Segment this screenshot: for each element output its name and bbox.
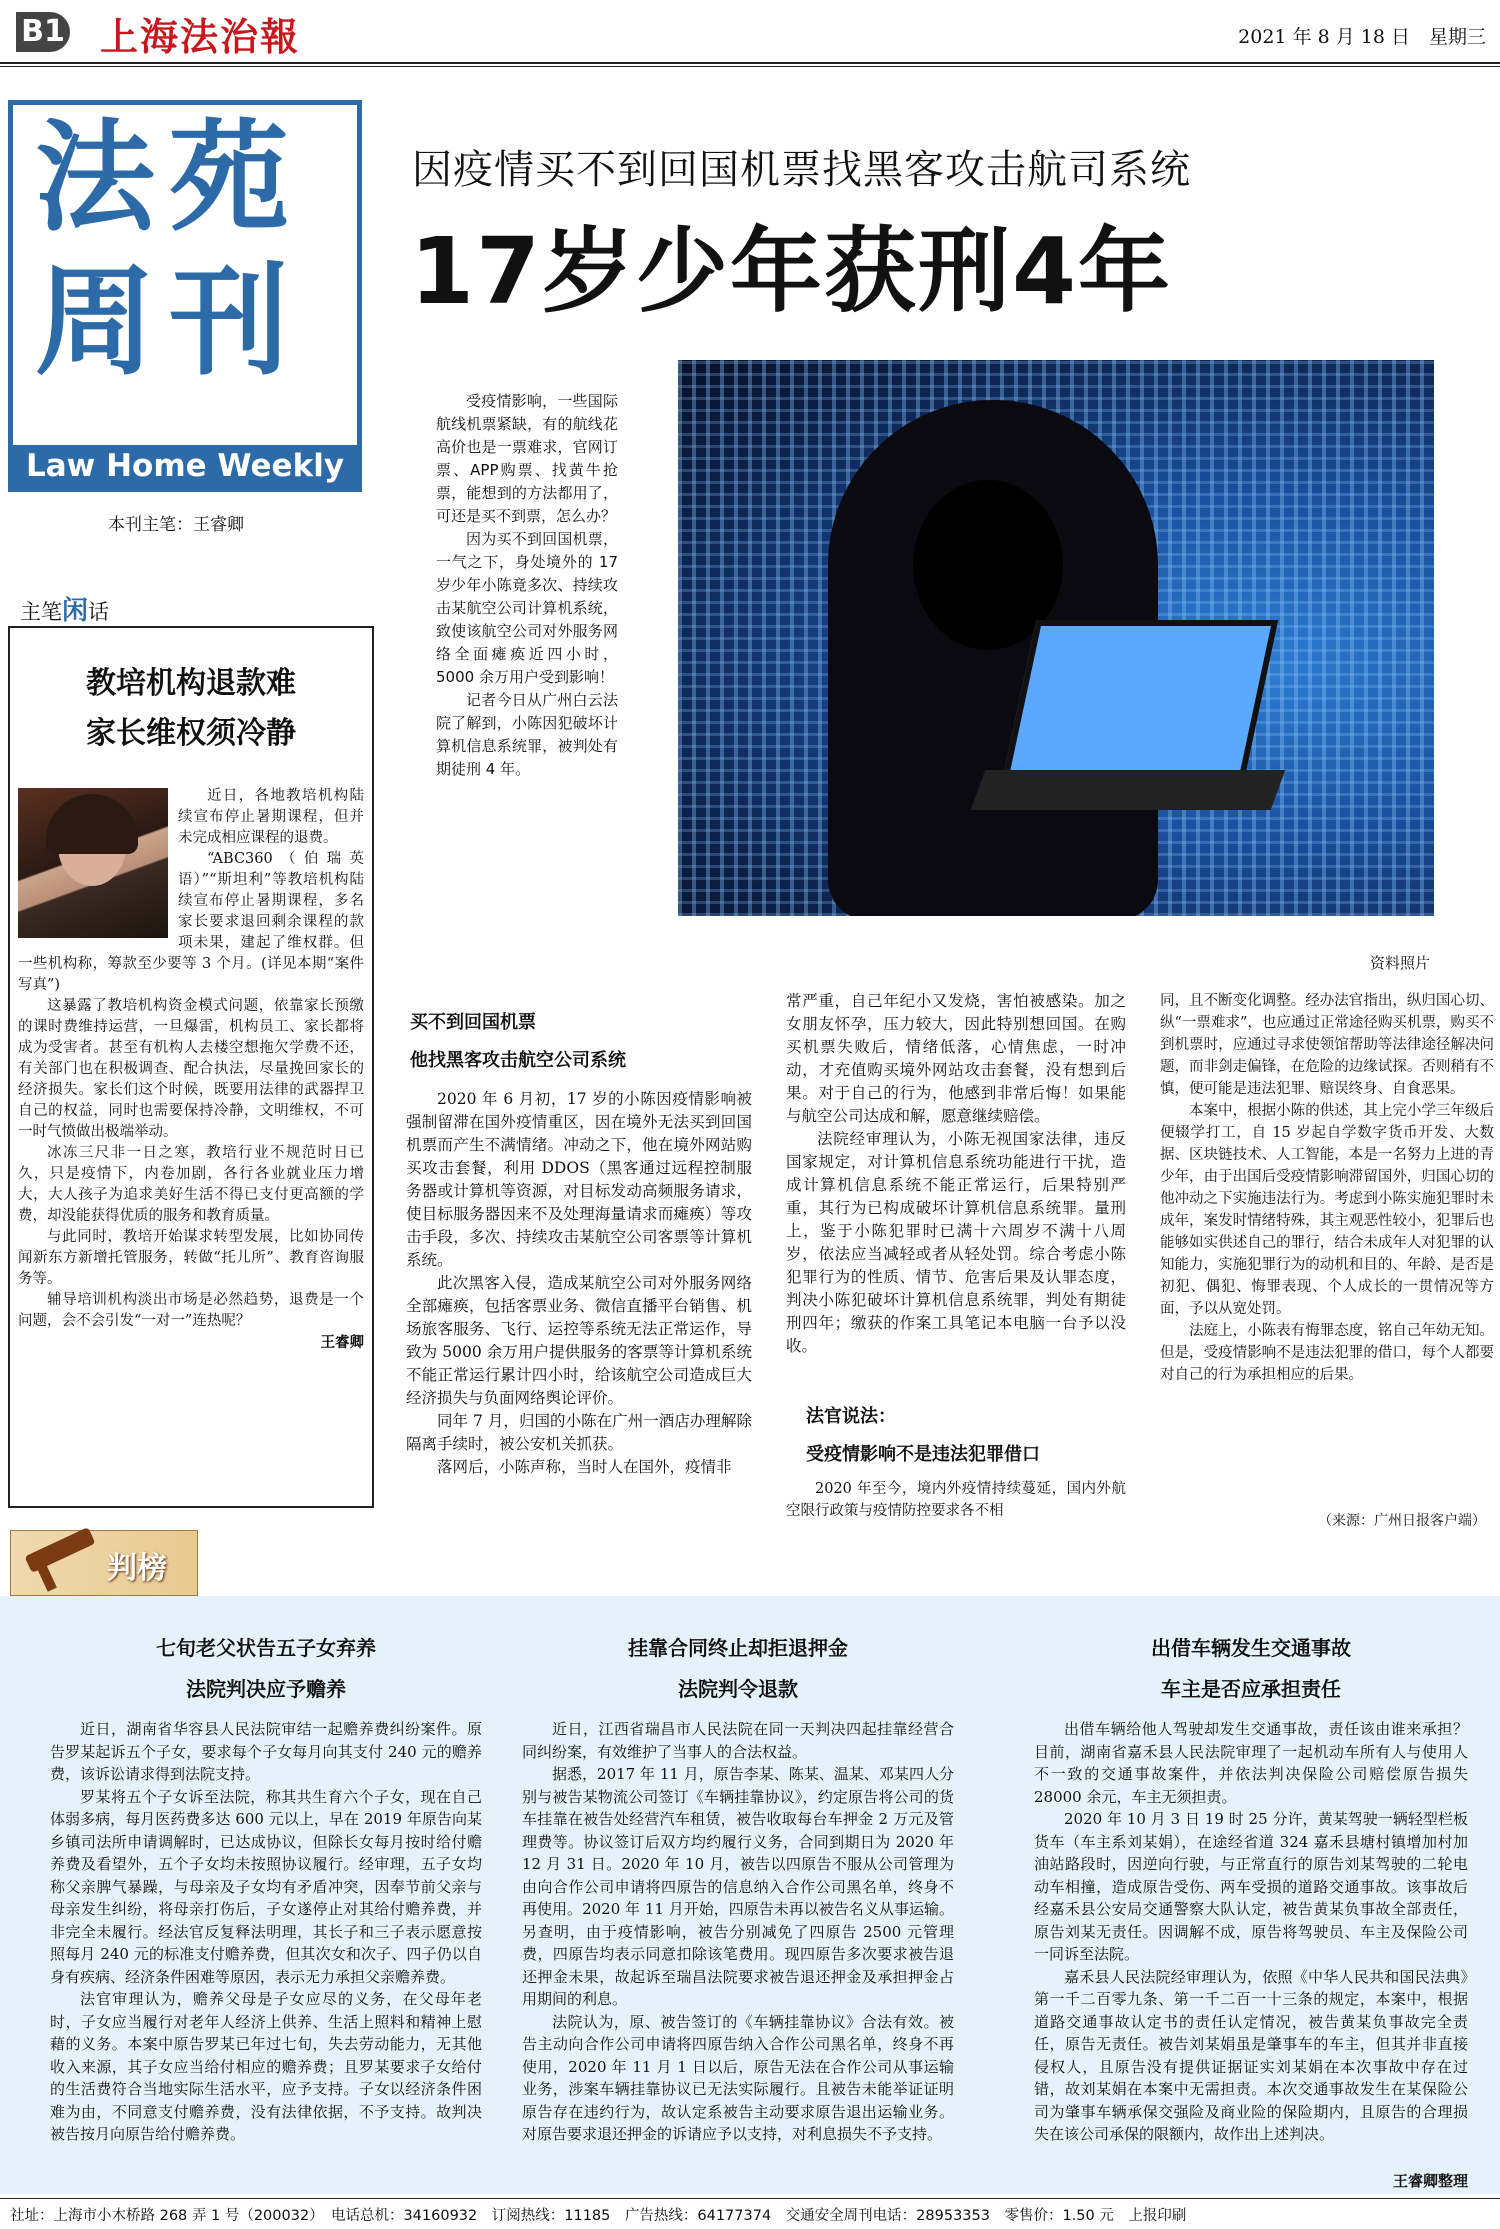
page-header <box>0 0 1500 60</box>
verdicts-label: 判榜 <box>107 1551 167 1586</box>
verdict-paragraph: 罗某将五个子女诉至法院，称其共生育六个子女，现在自己体弱多病，每月医药费多达 600 元以上，早在 2019 年原告向某乡镇司法所申请调解时，已达成协议，但除长女每月按时给付赡养费及看望外，五个子女均未按照协议履行。经审理，五子女均称父亲脾气暴躁，与母亲及子女均有矛盾冲突，因奉节前父亲与母亲发生纠纷，将母亲打伤后，子女遂停止对其给付赡养费，并非完全未履行。经法官反复释法明理，其长子和三子表示愿意按照每月 240 元的标准支付赡养费，但其次女和次子、四子仍以自身有疾病、经济条件困难等原因，表示无力承担父亲赡养费。 <box>50 1787 482 1986</box>
laptop-shape <box>1000 620 1279 792</box>
masthead-title-line2: 周刊 <box>35 253 303 392</box>
verdict-paragraph: 嘉禾县人民法院经审理认为，依照《中华人民共和国民法典》第一千二百零九条、第一千二百一十三条的规定，本案中，根据道路交通事故认定书的责任认定情况，被告黄某负事故完全责任，原告无责任。被告刘某娟虽是肇事车的车主，但其并非直接侵权人，且原告没有提供证据证实刘某娟在本次事故中存在过错，故刘某娟在本案中无需担责。本次交通事故发生在某保险公司为肇事车辆承保交强险及商业险的保险期内，且原告的合理损失在该公司承保的限额内，故作出上述判决。 <box>1034 1967 1468 2143</box>
weekly-masthead <box>8 100 362 492</box>
masthead-title-line1: 法苑 <box>35 109 303 248</box>
masthead-english: Law Home Weekly <box>13 445 357 487</box>
article-paragraph: 法庭上，小陈表有悔罪态度，铭自己年幼无知。但是，受疫情影响不是违法犯罪的借口，每个人都要对自己的行为承担相应的后果。 <box>1160 1323 1494 1383</box>
article-paragraph: 同，且不断变化调整。经办法官指出，纵归国心切、纵“一票难求”，也应通过正常途径购买机票，购买不到机票时，应通过寻求使领馆帮助等法律途径解决问题，而非剑走偏锋，在危险的边缘试探。否则稍有不慎，便可能是违法犯罪、赔误终身、自食恶果。 <box>1160 993 1494 1097</box>
lead-headline: 17岁少年获刑4年 <box>410 218 1173 325</box>
column-paragraph: 与此同时，教培开始谋求转型发展，比如协同传闻新东方新增托管服务，转做“托儿所”、教育咨询服务等。 <box>18 1229 364 1287</box>
column-body <box>18 786 364 1496</box>
verdict-body <box>1034 1718 1468 2194</box>
article-paragraph: 落网后，小陈声称，当时人在国外，疫情非 <box>437 1458 732 1476</box>
article-col-2 <box>786 990 1126 1378</box>
article-col-2b <box>786 1478 1126 1522</box>
column-author: 王睿卿 <box>320 1334 364 1351</box>
verdicts-area <box>0 1596 1500 2194</box>
article-source: （来源：广州日报客户端） <box>1318 1513 1486 1529</box>
verdict-title-2: 法院判令退款 <box>678 1677 798 1701</box>
column-headline-1: 教培机构退款难 <box>86 666 296 701</box>
verdict-item <box>522 1632 954 2194</box>
verdict-body <box>522 1718 954 2194</box>
footer-info: 社址：上海市小木桥路 268 弄 1 号（200032） 电话总机：34160932 订阅热线：11185 广告热线：64177374 交通安全周刊电话：28953353 零售价：1.50 元 上报印刷 <box>10 2208 1187 2224</box>
hacker-photo <box>678 360 1434 916</box>
verdict-title-1: 七旬老父状告五子女弃养 <box>156 1636 376 1660</box>
verdict-title-1: 挂靠合同终止却拒退押金 <box>628 1636 848 1660</box>
article-subhead-1b: 他找黑客攻击航空公司系统 <box>410 1050 626 1071</box>
article-subhead-2b: 受疫情影响不是违法犯罪借口 <box>806 1444 1040 1465</box>
verdict-paragraph: 近日，湖南省华容县人民法院审结一起赡养费纠纷案件。原告罗某起诉五个子女，要求每个子女每月向其支付 240 元的赡养费，该诉讼请求得到法院支持。 <box>50 1720 482 1783</box>
article-col-1 <box>406 1088 752 1526</box>
column-label-mid: 闲 <box>62 596 89 626</box>
article-subhead-2a: 法官说法： <box>806 1406 896 1427</box>
verdict-body <box>50 1718 482 2194</box>
verdict-title-2: 法院判决应予赡养 <box>186 1677 346 1701</box>
lead-intro <box>436 390 618 781</box>
newspaper-name: 上海法治報 <box>100 14 301 59</box>
verdict-paragraph: 出借车辆给他人驾驶却发生交通事故，责任该由谁来承担？目前，湖南省嘉禾县人民法院审理了一起机动车所有人与使用人不一致的交通事故案件，并依法判决保险公司赔偿原告损失 28000 余元，车主无须担责。 <box>1034 1720 1468 1806</box>
photo-credit: 资料照片 <box>1370 954 1431 972</box>
article-paragraph: 2020 年 6 月初，17 岁的小陈因疫情影响被强制留滞在国外疫情重区，因在境外无法买到回国机票而产生不满情绪。冲动之下，他在境外网站购买攻击套餐，利用 DDOS（黑客通过远程控制服务器或计算机等资源，对目标发动高频服务请求，使目标服务器因来不及处理海量请求而瘫痪）等攻击手段，多次、持续攻击某航空公司客票等计算机系统。 <box>406 1090 752 1269</box>
verdict-paragraph: 2020 年 10 月 3 日 19 时 25 分许，黄某驾驶一辆轻型栏板货车（车主系刘某娟），在途经省道 324 嘉禾县塘村镇增加村加油站路段时，因逆向行驶，与正常直行的原告刘某驾驶的二轮电动车相撞，造成原告受伤、两车受损的道路交通事故。该事故后经嘉禾县公安局交通警察大队认定，被告黄某负事故全部责任，原告刘某无责任。因调解不成，原告将驾驶员、车主及保险公司一同诉至法院。 <box>1034 1810 1468 1963</box>
masthead-editor: 本刊主笔：王睿卿 <box>108 515 244 535</box>
verdict-paragraph: 法官审理认为，赡养父母是子女应尽的义务，在父母年老时，子女应当履行对老年人经济上供养、生活上照料和精神上慰藉的义务。本案中原告罗某已年过七旬，失去劳动能力，无其他收入来源，其子女应当给付相应的赡养费；且罗某要求子女给付的生活费符合当地实际生活水平，应予支持。子女以经济条件困难为由，不同意支付赡养费，没有法律依据，不予支持。故判决被告按月向原告给付赡养费。 <box>50 1990 482 2143</box>
verdict-title-2: 车主是否应承担责任 <box>1161 1677 1341 1701</box>
verdict-item <box>50 1632 482 2194</box>
verdict-title-1: 出借车辆发生交通事故 <box>1151 1636 1351 1660</box>
column-paragraph: “ABC360（伯瑞英语）”“斯坦利”等教培机构陆续宣布停止暑期课程，多名家长要求退回剩余课程的款项未果，建起了维权群。但一些机构称，筹款至少要等 3 个月。(详见本期“案件写真”) <box>18 851 364 993</box>
verdicts-label-box <box>10 1530 198 1596</box>
article-subhead-1a: 买不到回国机票 <box>410 1012 536 1033</box>
column-paragraph: 辅导培训机构淡出市场是必然趋势，退费是一个问题，会不会引发“一对一”连热呢？ <box>18 1292 364 1329</box>
page-number: B1 <box>16 12 70 52</box>
column-headline-2: 家长维权须冷静 <box>86 716 296 751</box>
article-col-3 <box>1160 990 1494 1510</box>
verdict-paragraph: 据悉，2017 年 11 月，原告李某、陈某、温某、邓某四人分别与被告某物流公司签订《车辆挂靠协议》，约定原告将公司的货车挂靠在被告处经营汽车租赁，被告收取每台车押金 2 万元及管理费等。协议签订后双方均约履行义务，合同到期日为 2020 年 12 月 31 日。2020 年 10 月，被告以四原告不服从公司管理为由向合作公司申请将四原告的信息纳入合作公司黑名单，终身不再使用。2020 年 11 月开始，四原告未再以被告名义从事运输。另查明，由于疫情影响，被告分别减免了四原告 2500 元管理费，四原告均表示同意扣除该笔费用。现四原告多次要求被告退还押金未果，故起诉至瑞昌法院要求被告退还押金及承担押金占用期间的利息。 <box>522 1765 954 2008</box>
lead-intro-paragraph: 记者今日从广州白云法院了解到，小陈因犯破坏计算机信息系统罪，被判处有期徒刑 4 年。 <box>436 691 618 778</box>
verdict-author: 王睿卿整理 <box>1392 2172 1468 2190</box>
column-box <box>8 626 374 1508</box>
article-paragraph: 法院经审理认为，小陈无视国家法律，违反国家规定，对计算机信息系统功能进行干扰，造成计算机信息系统不能正常运行，后果特别严重，其行为已构成破坏计算机信息系统罪。量刑上，鉴于小陈犯罪时已满十六周岁不满十八周岁，依法应当减轻或者从轻处罚。综合考虑小陈犯罪行为的性质、情节、危害后果及认罪态度，判决小陈犯破坏计算机信息系统罪，判处有期徒刑四年；缴获的作案工具笔记本电脑一台予以没收。 <box>786 1130 1126 1355</box>
verdict-item <box>1034 1632 1468 2194</box>
column-paragraph: 冰冻三尺非一日之寒，教培行业不规范时日已久，只是疫情下，内卷加剧，各行各业就业压力增大，大人孩子为追求美好生活不得已支付更高额的学费，却没能获得优质的服务和教育质量。 <box>18 1145 364 1224</box>
verdict-paragraph: 法院认为，原、被告签订的《车辆挂靠协议》合法有效。被告主动向合作公司申请将四原告纳入合作公司黑名单，终身不再使用，2020 年 11 月 1 日以后，原告无法在合作公司从事运输业务，涉案车辆挂靠协议已无法实际履行。且被告未能举证证明原告存在违约行为，故认定系被告主动要求原告退出运输业务。对原告要求退还押金的诉请应予以支持，对利息损失不予支持。 <box>522 2012 954 2143</box>
issue-date: 2021 年 8 月 18 日 星期三 <box>1238 26 1486 48</box>
column-paragraph: 这暴露了教培机构资金模式问题，依靠家长预缴的课时费维持运营，一旦爆雷，机构员工、家长都将成为受害者。甚至有机构人去楼空想拖欠学费不还，有关部门也在积极调查、配合执法，尽量挽回家长的经济损失。家长们这个时候，既要用法律的武器捍卫自己的权益，同时也需要保持冷静，文明维权，不可一时气愤做出极端举动。 <box>18 998 364 1140</box>
column-label <box>20 590 109 627</box>
article-paragraph: 同年 7 月，归国的小陈在广州一酒店办理解除隔离手续时，被公安机关抓获。 <box>406 1412 752 1453</box>
column-label-pre: 主笔 <box>20 600 62 624</box>
article-paragraph: 2020 年至今，境内外疫情持续蔓延，国内外航空限行政策与疫情防控要求各不相 <box>786 1481 1126 1519</box>
lead-intro-paragraph: 受疫情影响，一些国际航线机票紧缺，有的航线花高价也是一票难求，官网订票、APP购票、找黄牛抢票，能想到的方法都用了，可还是买不到票，怎么办？ <box>436 392 618 525</box>
column-label-post: 话 <box>88 600 110 624</box>
article-paragraph: 此次黑客入侵，造成某航空公司对外服务网络全部瘫痪，包括客票业务、微信直播平台销售、机场旅客服务、飞行、运控等系统无法正常运作，导致为 5000 余万用户提供服务的客票等计算机系统不能正常运行累计四小时，给该航空公司造成巨大经济损失与负面网络舆论评价。 <box>406 1274 752 1407</box>
column-paragraph: 近日，各地教培机构陆续宣布停止暑期课程，但并未完成相应课程的退费。 <box>178 788 364 846</box>
article-paragraph: 本案中，根据小陈的供述，其上完小学三年级后便辍学打工，自 15 岁起自学数字货币开发、大数据、区块链技术、人工智能，本是一名努力上进的青少年，由于出国后受疫情影响滞留国外，归国心切的他冲动之下实施违法行为。考虑到小陈实施犯罪时未成年，案发时情绪特殊，其主观恶性较小，犯罪后也能够如实供述自己的罪行，结合未成年人对犯罪的认知能力，实施犯罪行为的动机和目的、年龄、是否是初犯、偶犯、悔罪表现、个人成长的一贯情况等方面，予以从宽处罚。 <box>1160 1103 1494 1317</box>
article-paragraph: 常严重，自己年纪小又发烧，害怕被感染。加之女朋友怀孕，压力较大，因此特别想回国。在购买机票失败后，情绪低落，心情焦虑，一时冲动，才充值购买境外网站攻击套餐，没有想到后果。对于自己的行为，他感到非常后悔！如果能与航空公司达成和解，愿意继续赔偿。 <box>786 992 1126 1125</box>
lead-intro-paragraph: 因为买不到回国机票，一气之下，身处境外的 17 岁少年小陈竟多次、持续攻击某航空公司计算机系统，致使该航空公司对外服务网络全面瘫痪近四小时，5000 余万用户受到影响！ <box>436 530 618 686</box>
lead-subheadline: 因疫情买不到回国机票找黑客攻击航司系统 <box>412 147 1191 193</box>
verdict-paragraph: 近日，江西省瑞昌市人民法院在同一天判决四起挂靠经营合同纠纷案，有效维护了当事人的合法权益。 <box>522 1720 954 1761</box>
